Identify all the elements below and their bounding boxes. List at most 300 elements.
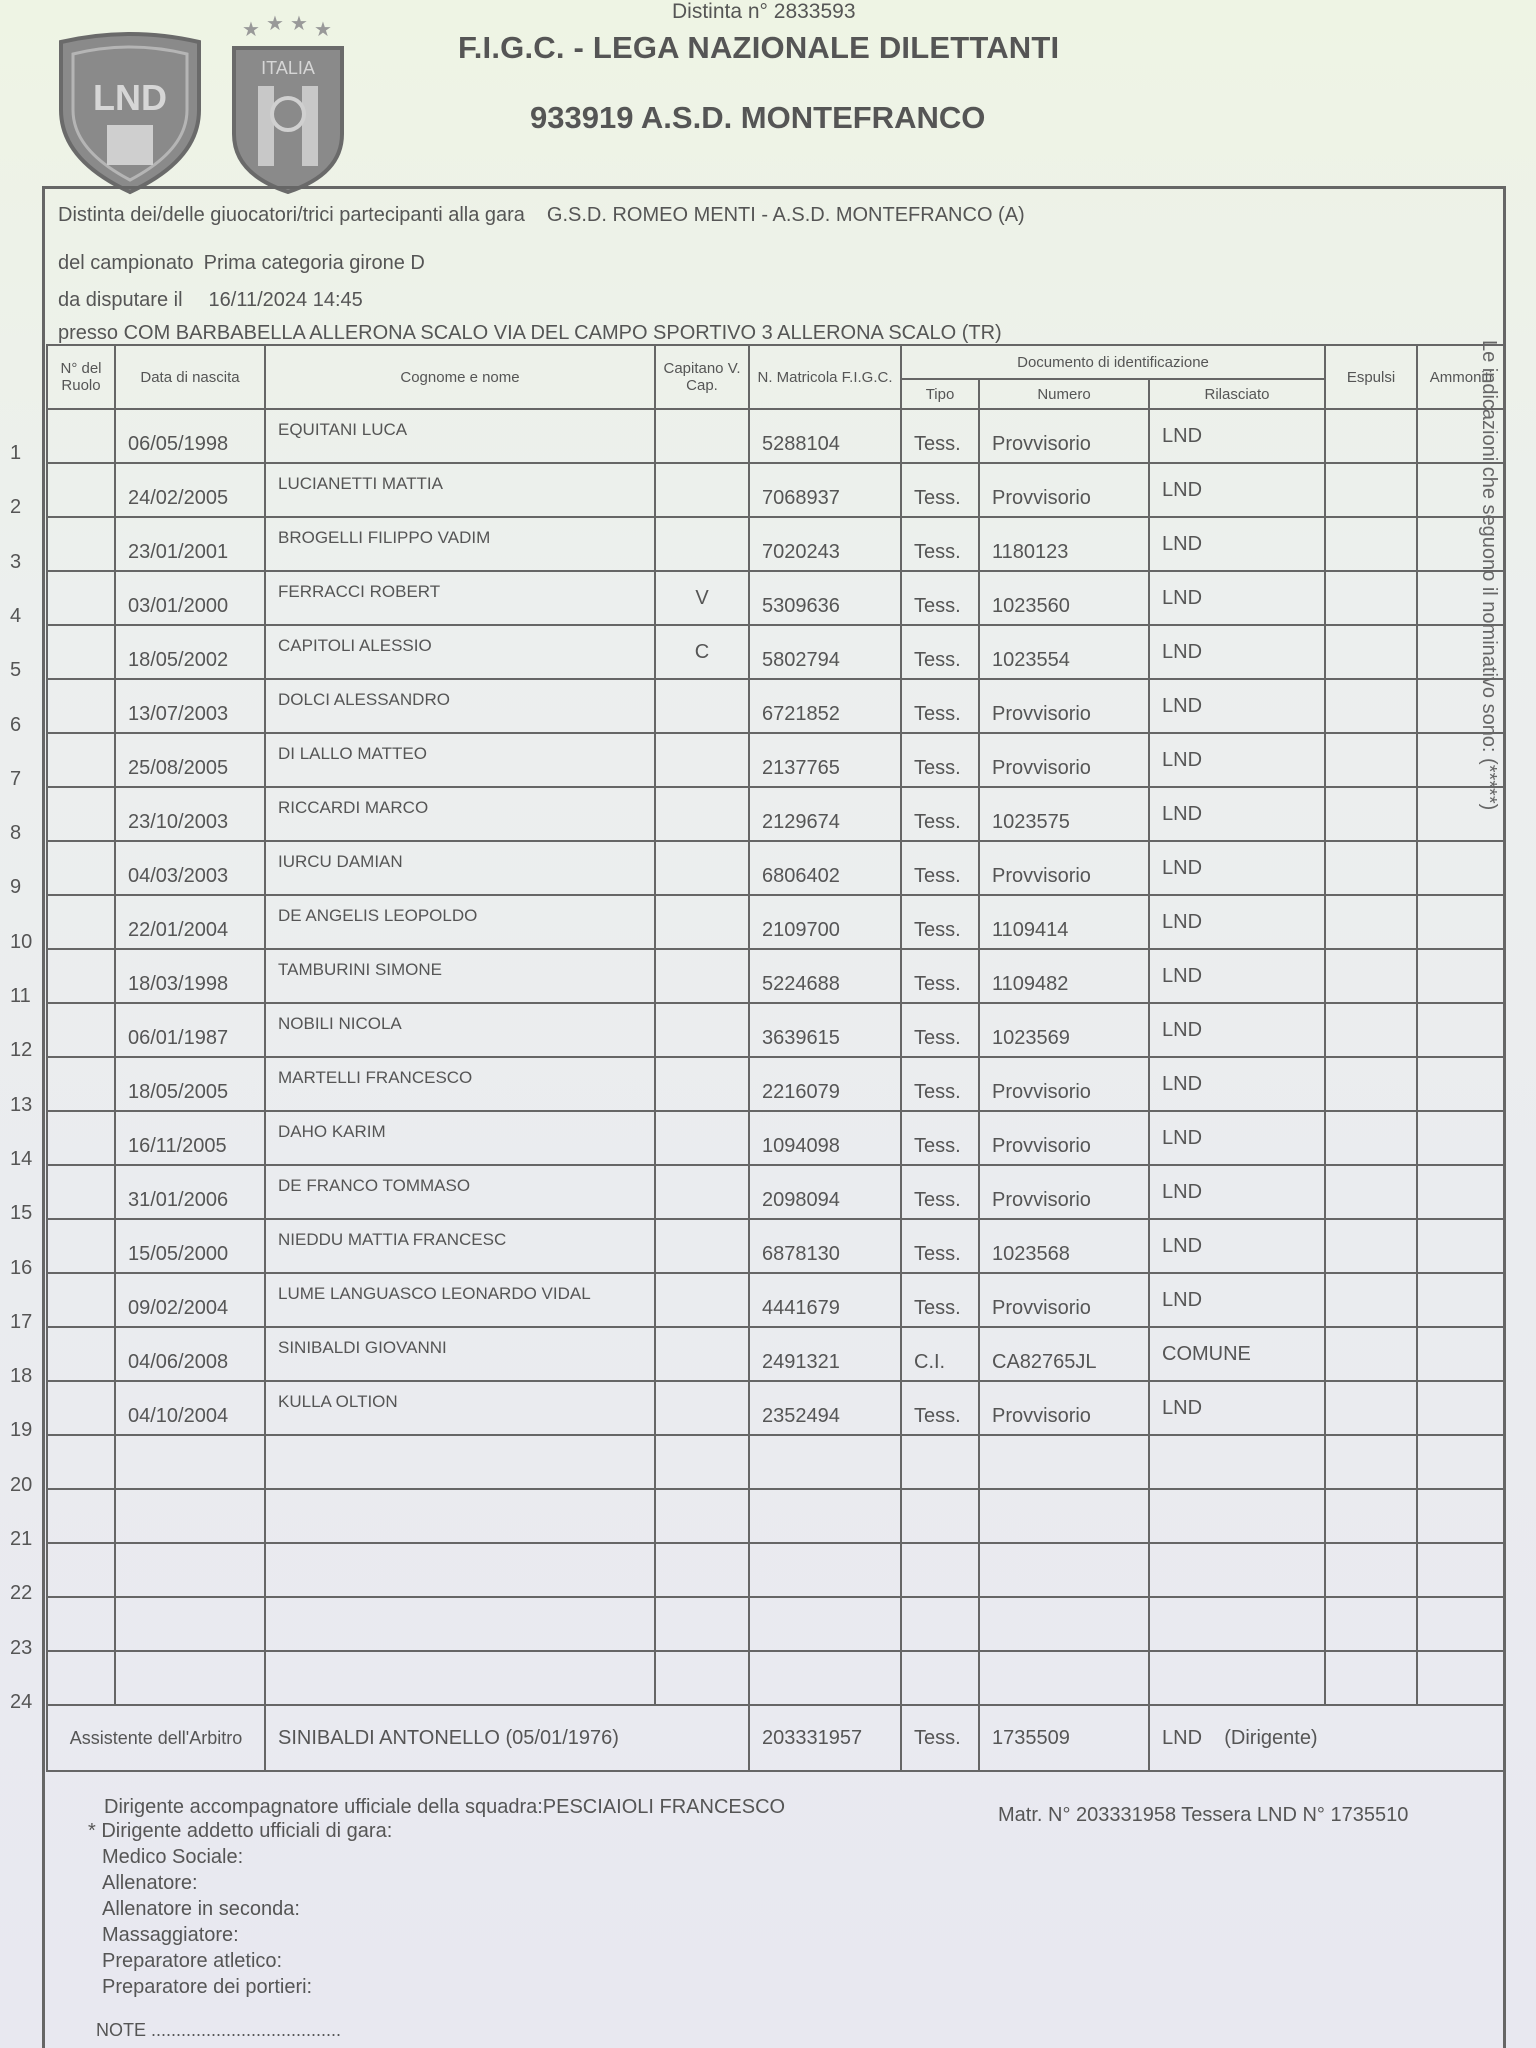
- doc-issuer-cell: LND: [1149, 1219, 1325, 1273]
- date-line: [58, 289, 363, 312]
- captain-mark: [655, 1111, 749, 1165]
- matricola-cell: 5802794: [749, 625, 901, 679]
- doc-number-cell: [979, 1435, 1149, 1489]
- match-line: [58, 204, 1025, 227]
- player-row: [47, 1651, 1505, 1705]
- player-row: [47, 571, 1505, 625]
- doc-type-cell: Tess.: [901, 1219, 979, 1273]
- player-row: [47, 1273, 1505, 1327]
- lnd-logo: [55, 30, 205, 195]
- row-number: 24: [10, 1690, 33, 1713]
- ammoniti-cell: [1417, 1327, 1505, 1381]
- col-ammoniti: Ammoniti: [1417, 345, 1505, 409]
- player-row: [47, 625, 1505, 679]
- player-row: [47, 1597, 1505, 1651]
- doc-type-cell: Tess.: [901, 409, 979, 463]
- row-number: 13: [10, 1093, 33, 1116]
- svg-text:ITALIA: ITALIA: [261, 58, 315, 78]
- matricola-cell: 3639615: [749, 1003, 901, 1057]
- player-row: [47, 733, 1505, 787]
- player-name: KULLA OLTION: [265, 1381, 655, 1435]
- ruolo-cell: [47, 895, 115, 949]
- doc-issuer-cell: LND: [1149, 1381, 1325, 1435]
- captain-mark: [655, 1381, 749, 1435]
- doc-type-cell: [901, 1651, 979, 1705]
- player-name: MARTELLI FRANCESCO: [265, 1057, 655, 1111]
- note-line: NOTE ......................................: [96, 2020, 342, 2040]
- matricola-cell: [749, 1489, 901, 1543]
- row-number: 18: [10, 1365, 33, 1388]
- espulsi-cell: [1325, 625, 1417, 679]
- doc-number-cell: 1023575: [979, 787, 1149, 841]
- doc-type-cell: Tess.: [901, 1003, 979, 1057]
- captain-mark: [655, 1219, 749, 1273]
- player-row: [47, 463, 1505, 517]
- row-number: 14: [10, 1147, 33, 1170]
- doc-issuer-cell: LND: [1149, 1003, 1325, 1057]
- player-row: [47, 787, 1505, 841]
- doc-issuer-cell: LND: [1149, 1057, 1325, 1111]
- col-nascita: Data di nascita: [115, 345, 265, 409]
- ruolo-cell: [47, 1327, 115, 1381]
- doc-number-cell: [979, 1651, 1149, 1705]
- doc-type-cell: C.I.: [901, 1327, 979, 1381]
- ruolo-cell: [47, 1273, 115, 1327]
- player-name: RICCARDI MARCO: [265, 787, 655, 841]
- birthdate-cell: 04/10/2004: [115, 1381, 265, 1435]
- doc-issuer-cell: LND: [1149, 679, 1325, 733]
- player-name: BROGELLI FILIPPO VADIM: [265, 517, 655, 571]
- doc-number-cell: Provvisorio: [979, 463, 1149, 517]
- assistant-row: [47, 1705, 1505, 1771]
- birthdate-cell: 06/05/1998: [115, 409, 265, 463]
- assistant-rilasciato: LND (Dirigente): [1149, 1705, 1505, 1771]
- doc-type-cell: [901, 1489, 979, 1543]
- captain-mark: [655, 949, 749, 1003]
- doc-number-cell: Provvisorio: [979, 409, 1149, 463]
- captain-mark: [655, 1597, 749, 1651]
- doc-type-cell: Tess.: [901, 625, 979, 679]
- doc-issuer-cell: LND: [1149, 1273, 1325, 1327]
- ruolo-cell: [47, 1435, 115, 1489]
- row-number: 1: [10, 442, 22, 464]
- dirigente-accompagnatore-matricola: Matr. N° 203331958 Tessera LND N° 1735510: [998, 1804, 1409, 1826]
- doc-type-cell: Tess.: [901, 571, 979, 625]
- federation-title: F.I.G.C. - LEGA NAZIONALE DILETTANTI: [458, 30, 1060, 65]
- captain-mark: [655, 409, 749, 463]
- row-number: 10: [10, 930, 33, 953]
- championship-label: del campionato: [58, 252, 194, 274]
- row-number: 3: [10, 550, 22, 573]
- ammoniti-cell: [1417, 1111, 1505, 1165]
- figc-italia-logo: [228, 14, 348, 194]
- doc-issuer-cell: LND: [1149, 895, 1325, 949]
- captain-mark: C: [655, 625, 749, 679]
- espulsi-cell: [1325, 787, 1417, 841]
- ammoniti-cell: [1417, 1381, 1505, 1435]
- doc-number-cell: Provvisorio: [979, 1381, 1149, 1435]
- ammoniti-cell: [1417, 1003, 1505, 1057]
- ruolo-cell: [47, 1489, 115, 1543]
- birthdate-cell: 24/02/2005: [115, 463, 265, 517]
- matricola-cell: 1094098: [749, 1111, 901, 1165]
- player-row: [47, 1489, 1505, 1543]
- doc-issuer-cell: LND: [1149, 1111, 1325, 1165]
- doc-number-cell: 1023568: [979, 1219, 1149, 1273]
- player-name: LUCIANETTI MATTIA: [265, 463, 655, 517]
- ammoniti-cell: [1417, 1057, 1505, 1111]
- matricola-cell: 2352494: [749, 1381, 901, 1435]
- ruolo-cell: [47, 787, 115, 841]
- espulsi-cell: [1325, 1381, 1417, 1435]
- date-value: 16/11/2024 14:45: [208, 289, 363, 311]
- birthdate-cell: [115, 1543, 265, 1597]
- side-note: Le indicazioni che seguono il nominativo sono: (*****): [1478, 340, 1500, 811]
- player-name: [265, 1435, 655, 1489]
- player-name: DI LALLO MATTEO: [265, 733, 655, 787]
- col-nome: Cognome e nome: [265, 345, 655, 409]
- espulsi-cell: [1325, 1597, 1417, 1651]
- doc-issuer-cell: [1149, 1651, 1325, 1705]
- row-number: 15: [10, 1202, 33, 1225]
- espulsi-cell: [1325, 841, 1417, 895]
- player-row: [47, 1327, 1505, 1381]
- matricola-cell: 6878130: [749, 1219, 901, 1273]
- ruolo-cell: [47, 1111, 115, 1165]
- row-number: 21: [10, 1528, 33, 1550]
- player-row: [47, 895, 1505, 949]
- matricola-cell: 7068937: [749, 463, 901, 517]
- doc-type-cell: Tess.: [901, 733, 979, 787]
- doc-type-cell: Tess.: [901, 463, 979, 517]
- player-name: DE ANGELIS LEOPOLDO: [265, 895, 655, 949]
- doc-issuer-cell: LND: [1149, 517, 1325, 571]
- doc-number-cell: 1109482: [979, 949, 1149, 1003]
- doc-issuer-cell: LND: [1149, 625, 1325, 679]
- doc-issuer-cell: LND: [1149, 787, 1325, 841]
- doc-issuer-cell: LND: [1149, 841, 1325, 895]
- birthdate-cell: 22/01/2004: [115, 895, 265, 949]
- doc-type-cell: Tess.: [901, 1057, 979, 1111]
- row-number: 7: [10, 767, 22, 790]
- captain-mark: [655, 1489, 749, 1543]
- ruolo-cell: [47, 463, 115, 517]
- captain-mark: [655, 1057, 749, 1111]
- row-number: 8: [10, 822, 22, 845]
- espulsi-cell: [1325, 1273, 1417, 1327]
- espulsi-cell: [1325, 1165, 1417, 1219]
- doc-type-cell: Tess.: [901, 1165, 979, 1219]
- player-row: [47, 517, 1505, 571]
- matricola-cell: 2216079: [749, 1057, 901, 1111]
- ruolo-cell: [47, 1543, 115, 1597]
- matricola-cell: 2098094: [749, 1165, 901, 1219]
- player-name: SINIBALDI GIOVANNI: [265, 1327, 655, 1381]
- ruolo-cell: [47, 1219, 115, 1273]
- player-name: LUME LANGUASCO LEONARDO VIDAL: [265, 1273, 655, 1327]
- player-name: EQUITANI LUCA: [265, 409, 655, 463]
- ammoniti-cell: [1417, 1489, 1505, 1543]
- ruolo-cell: [47, 1651, 115, 1705]
- doc-number-cell: 1023569: [979, 1003, 1149, 1057]
- captain-mark: V: [655, 571, 749, 625]
- player-name: NOBILI NICOLA: [265, 1003, 655, 1057]
- dirigente-addetto: * Dirigente addetto ufficiali di gara:: [88, 1820, 393, 1842]
- player-row: [47, 1057, 1505, 1111]
- doc-number-cell: Provvisorio: [979, 1111, 1149, 1165]
- doc-type-cell: [901, 1597, 979, 1651]
- player-name: NIEDDU MATTIA FRANCESC: [265, 1219, 655, 1273]
- player-name: CAPITOLI ALESSIO: [265, 625, 655, 679]
- captain-mark: [655, 1327, 749, 1381]
- allenatore: Allenatore:: [102, 1872, 198, 1894]
- matricola-cell: [749, 1651, 901, 1705]
- doc-issuer-cell: LND: [1149, 949, 1325, 1003]
- row-number: 16: [10, 1256, 33, 1279]
- doc-number-cell: Provvisorio: [979, 1273, 1149, 1327]
- doc-number-cell: 1180123: [979, 517, 1149, 571]
- espulsi-cell: [1325, 571, 1417, 625]
- match-value: G.S.D. ROMEO MENTI - A.S.D. MONTEFRANCO (A): [546, 204, 1025, 226]
- medico-sociale: Medico Sociale:: [102, 1846, 244, 1868]
- doc-number-cell: [979, 1489, 1149, 1543]
- espulsi-cell: [1325, 895, 1417, 949]
- captain-mark: [655, 787, 749, 841]
- captain-mark: [655, 1273, 749, 1327]
- player-name: DE FRANCO TOMMASO: [265, 1165, 655, 1219]
- doc-number-cell: Provvisorio: [979, 1057, 1149, 1111]
- venue-label: presso: [58, 322, 119, 344]
- player-name: [265, 1543, 655, 1597]
- matricola-cell: 2137765: [749, 733, 901, 787]
- matricola-cell: 2491321: [749, 1327, 901, 1381]
- player-row: [47, 1219, 1505, 1273]
- ammoniti-cell: [1417, 1543, 1505, 1597]
- captain-mark: [655, 1435, 749, 1489]
- assistant-numero: 1735509: [979, 1705, 1149, 1771]
- captain-mark: [655, 895, 749, 949]
- ammoniti-cell: [1417, 1597, 1505, 1651]
- club-title: 933919 A.S.D. MONTEFRANCO: [530, 100, 986, 135]
- player-name: TAMBURINI SIMONE: [265, 949, 655, 1003]
- ruolo-cell: [47, 409, 115, 463]
- doc-type-cell: [901, 1435, 979, 1489]
- espulsi-cell: [1325, 1219, 1417, 1273]
- ammoniti-cell: [1417, 1651, 1505, 1705]
- birthdate-cell: [115, 1651, 265, 1705]
- player-name: [265, 1489, 655, 1543]
- player-name: DAHO KARIM: [265, 1111, 655, 1165]
- col-capitano: Capitano V. Cap.: [655, 345, 749, 409]
- birthdate-cell: 18/05/2005: [115, 1057, 265, 1111]
- espulsi-cell: [1325, 1057, 1417, 1111]
- doc-number-cell: [979, 1543, 1149, 1597]
- doc-number-cell: CA82765JL: [979, 1327, 1149, 1381]
- espulsi-cell: [1325, 409, 1417, 463]
- ruolo-cell: [47, 1381, 115, 1435]
- matricola-cell: 7020243: [749, 517, 901, 571]
- championship-line: [58, 252, 425, 275]
- birthdate-cell: 13/07/2003: [115, 679, 265, 733]
- doc-number-cell: Provvisorio: [979, 1165, 1149, 1219]
- ruolo-cell: [47, 733, 115, 787]
- birthdate-cell: [115, 1597, 265, 1651]
- captain-mark: [655, 517, 749, 571]
- player-row: [47, 949, 1505, 1003]
- birthdate-cell: 04/06/2008: [115, 1327, 265, 1381]
- col-ruolo: N° del Ruolo: [47, 345, 115, 409]
- player-row: [47, 409, 1505, 463]
- doc-number-cell: Provvisorio: [979, 733, 1149, 787]
- col-numero: Numero: [979, 379, 1149, 409]
- doc-number-cell: 1023560: [979, 571, 1149, 625]
- captain-mark: [655, 1543, 749, 1597]
- birthdate-cell: 15/05/2000: [115, 1219, 265, 1273]
- col-documento: Documento di identificazione: [901, 345, 1325, 379]
- col-tipo: Tipo: [901, 379, 979, 409]
- ammoniti-cell: [1417, 949, 1505, 1003]
- doc-type-cell: Tess.: [901, 787, 979, 841]
- player-row: [47, 1003, 1505, 1057]
- doc-issuer-cell: LND: [1149, 463, 1325, 517]
- doc-type-cell: Tess.: [901, 679, 979, 733]
- espulsi-cell: [1325, 1111, 1417, 1165]
- matricola-cell: 2129674: [749, 787, 901, 841]
- preparatore-portieri: Preparatore dei portieri:: [102, 1976, 313, 1998]
- player-name: [265, 1597, 655, 1651]
- row-number: 19: [10, 1419, 33, 1442]
- row-number: 20: [10, 1473, 33, 1496]
- svg-text:★: ★: [290, 14, 308, 35]
- matricola-cell: 5309636: [749, 571, 901, 625]
- player-row: [47, 1165, 1505, 1219]
- player-name: IURCU DAMIAN: [265, 841, 655, 895]
- matricola-cell: 5224688: [749, 949, 901, 1003]
- distinta-number: Distinta n° 2833593: [672, 0, 856, 23]
- player-row: [47, 679, 1505, 733]
- captain-mark: [655, 1003, 749, 1057]
- svg-text:LND: LND: [93, 77, 167, 118]
- doc-issuer-cell: [1149, 1543, 1325, 1597]
- ruolo-cell: [47, 1165, 115, 1219]
- doc-number-cell: Provvisorio: [979, 841, 1149, 895]
- birthdate-cell: 18/05/2002: [115, 625, 265, 679]
- birthdate-cell: 23/10/2003: [115, 787, 265, 841]
- birthdate-cell: 23/01/2001: [115, 517, 265, 571]
- doc-type-cell: [901, 1543, 979, 1597]
- doc-type-cell: Tess.: [901, 895, 979, 949]
- espulsi-cell: [1325, 679, 1417, 733]
- birthdate-cell: [115, 1489, 265, 1543]
- ruolo-cell: [47, 625, 115, 679]
- player-row: [47, 1381, 1505, 1435]
- espulsi-cell: [1325, 1489, 1417, 1543]
- ruolo-cell: [47, 679, 115, 733]
- row-number: 11: [10, 985, 31, 1007]
- birthdate-cell: 18/03/1998: [115, 949, 265, 1003]
- doc-issuer-cell: COMUNE: [1149, 1327, 1325, 1381]
- venue-value: COM BARBABELLA ALLERONA SCALO VIA DEL CAMPO SPORTIVO 3 ALLERONA SCALO (TR): [123, 322, 1002, 344]
- birthdate-cell: 06/01/1987: [115, 1003, 265, 1057]
- match-label: Distinta dei/delle giuocatori/trici partecipanti alla gara: [58, 204, 525, 226]
- birthdate-cell: 09/02/2004: [115, 1273, 265, 1327]
- allenatore-seconda: Allenatore in seconda:: [102, 1898, 300, 1920]
- matricola-cell: [749, 1597, 901, 1651]
- captain-mark: [655, 841, 749, 895]
- row-number: 6: [10, 713, 22, 736]
- doc-type-cell: Tess.: [901, 1381, 979, 1435]
- doc-type-cell: Tess.: [901, 517, 979, 571]
- svg-text:★: ★: [266, 14, 284, 35]
- captain-mark: [655, 1165, 749, 1219]
- doc-number-cell: 1109414: [979, 895, 1149, 949]
- doc-type-cell: Tess.: [901, 841, 979, 895]
- assistant-matricola: 203331957: [749, 1705, 901, 1771]
- espulsi-cell: [1325, 1003, 1417, 1057]
- doc-issuer-cell: [1149, 1597, 1325, 1651]
- ammoniti-cell: [1417, 1165, 1505, 1219]
- matricola-cell: 4441679: [749, 1273, 901, 1327]
- row-number: 2: [10, 496, 22, 519]
- ammoniti-cell: [1417, 1219, 1505, 1273]
- matricola-cell: [749, 1543, 901, 1597]
- row-number: 23: [10, 1636, 33, 1659]
- ammoniti-cell: [1417, 1273, 1505, 1327]
- doc-issuer-cell: [1149, 1489, 1325, 1543]
- ruolo-cell: [47, 1597, 115, 1651]
- doc-issuer-cell: LND: [1149, 1165, 1325, 1219]
- espulsi-cell: [1325, 463, 1417, 517]
- ruolo-cell: [47, 517, 115, 571]
- row-number: 4: [10, 604, 22, 627]
- player-row: [47, 1111, 1505, 1165]
- player-row: [47, 1435, 1505, 1489]
- matricola-cell: [749, 1435, 901, 1489]
- doc-issuer-cell: LND: [1149, 571, 1325, 625]
- espulsi-cell: [1325, 1435, 1417, 1489]
- matricola-cell: 5288104: [749, 409, 901, 463]
- espulsi-cell: [1325, 1651, 1417, 1705]
- player-name: [265, 1651, 655, 1705]
- col-rilasciato: Rilasciato: [1149, 379, 1325, 409]
- captain-mark: [655, 733, 749, 787]
- espulsi-cell: [1325, 733, 1417, 787]
- birthdate-cell: [115, 1435, 265, 1489]
- doc-issuer-cell: LND: [1149, 409, 1325, 463]
- assistant-name: SINIBALDI ANTONELLO (05/01/1976): [265, 1705, 749, 1771]
- birthdate-cell: 31/01/2006: [115, 1165, 265, 1219]
- col-espulsi: Espulsi: [1325, 345, 1417, 409]
- matricola-cell: 6721852: [749, 679, 901, 733]
- matricola-cell: 6806402: [749, 841, 901, 895]
- captain-mark: [655, 1651, 749, 1705]
- row-number: 17: [10, 1310, 33, 1333]
- championship-value: Prima categoria girone D: [203, 252, 425, 274]
- doc-number-cell: 1023554: [979, 625, 1149, 679]
- row-number: 12: [10, 1039, 33, 1062]
- doc-type-cell: Tess.: [901, 1111, 979, 1165]
- player-row: [47, 841, 1505, 895]
- espulsi-cell: [1325, 517, 1417, 571]
- doc-number-cell: Provvisorio: [979, 679, 1149, 733]
- captain-mark: [655, 679, 749, 733]
- ruolo-cell: [47, 1003, 115, 1057]
- assistant-label: Assistente dell'Arbitro: [47, 1705, 265, 1771]
- matricola-cell: 2109700: [749, 895, 901, 949]
- row-number: 9: [10, 876, 22, 899]
- espulsi-cell: [1325, 949, 1417, 1003]
- ruolo-cell: [47, 1057, 115, 1111]
